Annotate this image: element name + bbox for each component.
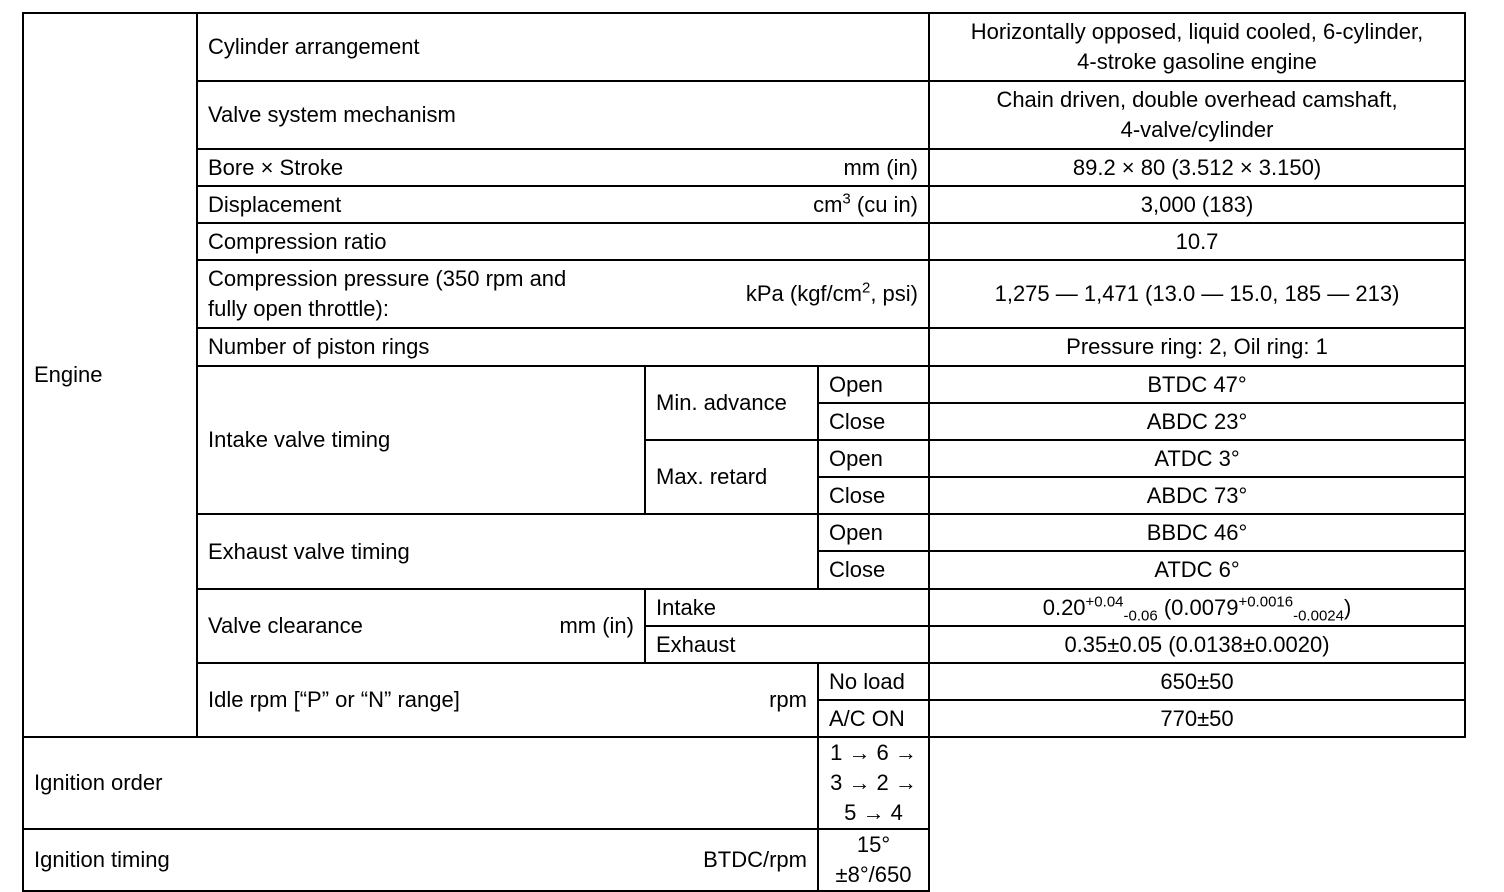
sub-label: A/C ON <box>818 700 929 737</box>
sub-label: Close <box>818 403 929 440</box>
spec-label: Cylinder arrangement <box>197 13 929 81</box>
sub-label: Close <box>818 477 929 514</box>
table-row <box>23 81 1465 149</box>
sub-label: No load <box>818 663 929 700</box>
spec-label: Valve clearance mm (in) <box>197 589 645 663</box>
unit-label: mm (in) <box>559 613 634 638</box>
spec-value: BTDC 47° <box>929 366 1465 403</box>
table-row <box>23 663 1465 700</box>
table-row <box>23 328 1465 366</box>
unit-label: BTDC/rpm <box>703 847 807 872</box>
sub-label: Open <box>818 514 929 551</box>
spec-value: Horizontally opposed, liquid cooled, 6-cylinder, 4-stroke gasoline engine <box>929 13 1465 81</box>
spec-label: Compression ratio <box>197 223 929 260</box>
spec-label: Ignition order <box>23 737 818 829</box>
spec-value: Chain driven, double overhead camshaft, 4-valve/cylinder <box>929 81 1465 149</box>
spec-value: ABDC 73° <box>929 477 1465 514</box>
sub-label: Intake <box>645 589 929 626</box>
spec-value: $0.20^{+0.04}_{-0.06}$ $(0.0079^{+0.0016}_{-0.0024})$ <box>929 589 1465 626</box>
table-row <box>23 149 1465 186</box>
table-row <box>23 514 1465 551</box>
table-row <box>23 829 1465 891</box>
table-row <box>23 13 1465 81</box>
unit-label: mm (in) <box>843 154 919 180</box>
spec-value: Pressure ring: 2, Oil ring: 1 <box>929 328 1465 366</box>
table-row <box>23 737 1465 829</box>
table-row <box>23 186 1465 223</box>
sub-label: Close <box>818 551 929 589</box>
sub-label: Open <box>818 440 929 477</box>
spec-value: 650±50 <box>929 663 1465 700</box>
spec-label: Idle rpm [“P” or “N” range] rpm <box>197 663 818 737</box>
spec-value: 3,000 (183) <box>929 186 1465 223</box>
unit-label: kPa ($kgf/cm^2$, psi) <box>745 279 919 306</box>
spec-value: ATDC 3° <box>929 440 1465 477</box>
sub-label: Exhaust <box>645 626 929 663</box>
spec-label: Displacement $cm^3$ (cu in) <box>197 186 929 223</box>
spec-value: 0.35±0.05 (0.0138±0.0020) <box>929 626 1465 663</box>
table-row <box>23 223 1465 260</box>
spec-value: 89.2 × 80 (3.512 × 3.150) <box>929 149 1465 186</box>
spec-label: Bore × Stroke mm (in) <box>197 149 929 186</box>
spec-value: ATDC 6° <box>929 551 1465 589</box>
spec-value: 10.7 <box>929 223 1465 260</box>
spec-label: Number of piston rings <box>197 328 929 366</box>
spec-value: 15°±8°/650 <box>818 829 929 891</box>
table-row <box>23 366 1465 403</box>
engine-spec-table <box>22 12 1466 892</box>
spec-value: 1,275 — 1,471 (13.0 — 15.0, 185 — 213) <box>929 260 1465 328</box>
spec-label: Ignition timing BTDC/rpm <box>23 829 818 891</box>
spec-value: BBDC 46° <box>929 514 1465 551</box>
sub-label: Open <box>818 366 929 403</box>
spec-value: ABDC 23° <box>929 403 1465 440</box>
spec-label: Exhaust valve timing <box>197 514 818 589</box>
table-row <box>23 260 1465 328</box>
sub-label: Max. retard <box>645 440 818 514</box>
spec-label: Compression pressure (350 rpm and fully open throttle): kPa ($kgf/cm^2$, psi) <box>197 260 929 328</box>
unit-label: $cm^3$ (cu in) <box>813 190 919 217</box>
spec-value: 770±50 <box>929 700 1465 737</box>
spec-value: 1 → 6 → 3 → 2 → 5 → 4 <box>818 737 929 829</box>
spec-label: Intake valve timing <box>197 366 645 514</box>
unit-label: rpm <box>769 687 807 712</box>
sub-label: Min. advance <box>645 366 818 440</box>
table-row <box>23 589 1465 626</box>
category-cell: Engine <box>23 13 197 737</box>
spec-label: Valve system mechanism <box>197 81 929 149</box>
